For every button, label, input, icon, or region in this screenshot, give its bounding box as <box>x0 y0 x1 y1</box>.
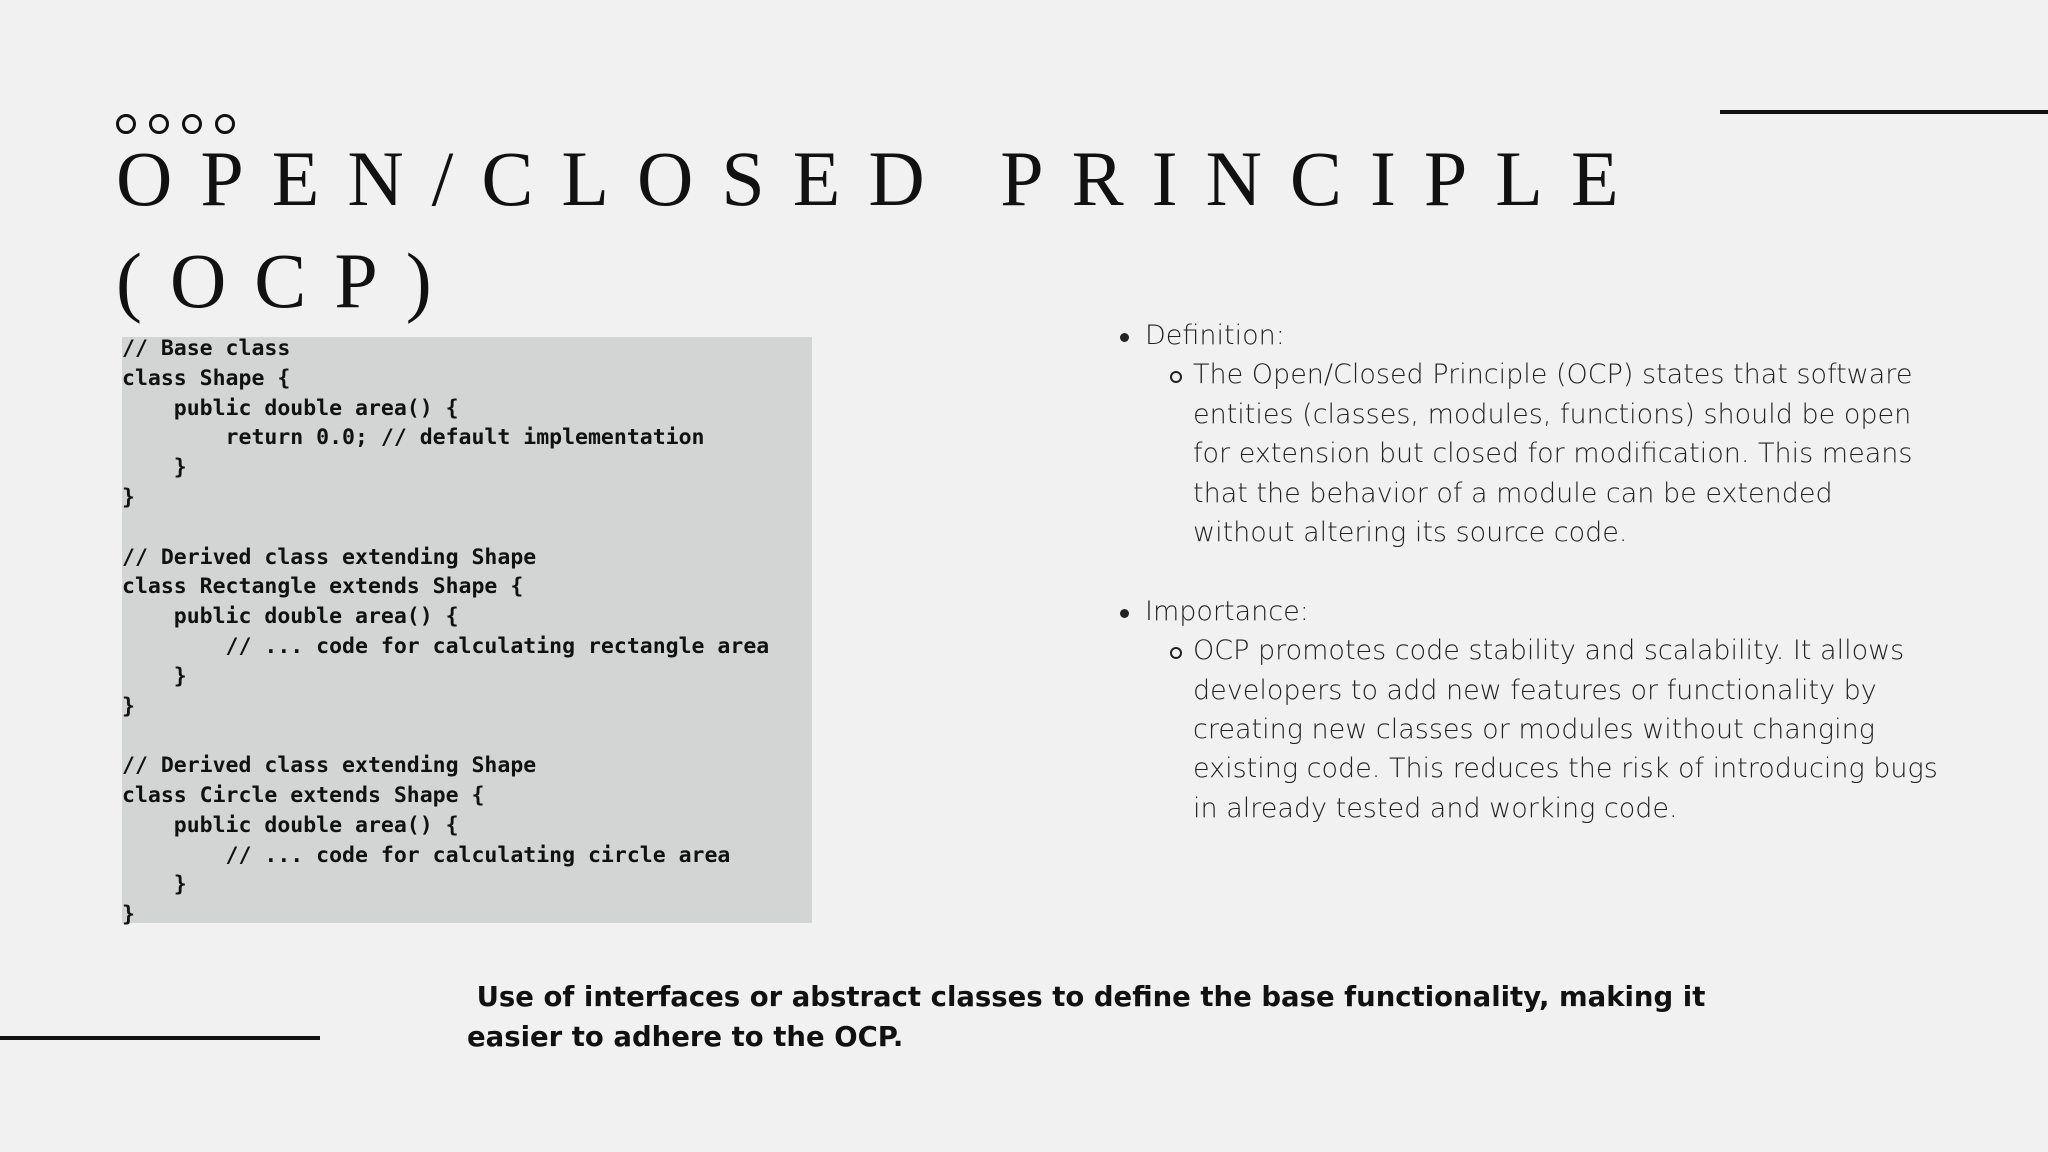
bottom-left-divider <box>0 1036 320 1040</box>
bullet-list <box>1120 316 1940 828</box>
sub-bullet-list <box>1145 355 1940 552</box>
sub-bullet-importance: OCP promotes code stability and scalability. It allows developers to add new features or functionality by creating new classes or modules without changing existing code. This reduces the risk of introducing bugs in already tested and working code. <box>1145 631 1940 828</box>
bullet-label: Importance: <box>1145 595 1309 627</box>
slide-title: OPEN/CLOSED PRINCIPLE (OCP) <box>116 135 1647 324</box>
sub-bullet-list <box>1145 631 1940 828</box>
bullet-label: Definition: <box>1145 320 1285 351</box>
top-right-divider <box>1720 110 2048 114</box>
bullet-importance <box>1120 592 1940 828</box>
sub-bullet-definition: The Open/Closed Principle (OCP) states that software entities (classes, modules, functions) should be open for extension but closed for modification. This means that the behavior of a module can be extended without altering its source code. <box>1145 355 1940 552</box>
code-block: // Base class class Shape { public double area() { return 0.0; // default implementation } } // Derived class extending Shape class Rectangle extends Shape { public double area() { // ... code for calculating rectangle area } } // Derived class extending Shape class Circle extends Shape { public double area() { // ... code for calculating circle area } } <box>122 336 770 928</box>
bullet-definition <box>1120 316 1940 552</box>
footer-note: Use of interfaces or abstract classes to define the base functionality, making it easier to adhere to the OCP. <box>467 981 1715 1053</box>
